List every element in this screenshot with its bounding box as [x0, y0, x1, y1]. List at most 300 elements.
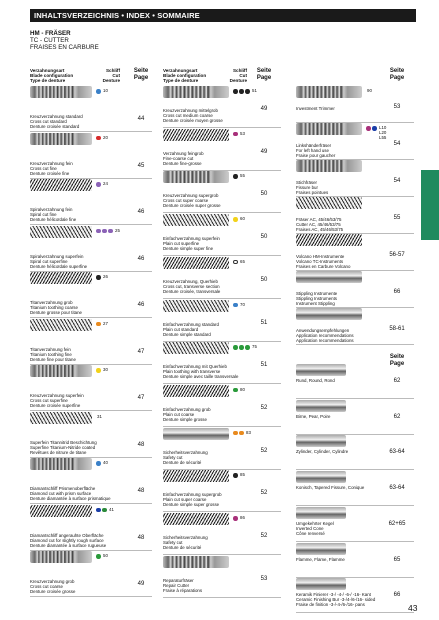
tool-image	[163, 342, 229, 354]
index-row	[163, 470, 281, 512]
description-line: Ceramic Finishing Bur -3-/4-/6-/16- sided	[296, 597, 376, 603]
description-line: Konisch, Tapered Fissure, Conique	[296, 485, 365, 491]
col-header-label: Page	[389, 74, 405, 81]
col-header-label: Page	[389, 360, 405, 367]
description-line: Denture simple standard	[163, 331, 211, 337]
grade-code: L10 L20 L55	[379, 125, 387, 140]
section-title	[30, 30, 99, 51]
description-line: Kreuzverzahnung mittelgrob	[163, 108, 218, 113]
blade-description	[163, 492, 259, 507]
description-line: Volcano HM-Instrumente	[296, 254, 345, 259]
grade-dots	[96, 368, 101, 373]
index-row	[163, 129, 281, 171]
description-line: Superfine Titanium-Nitride coated	[30, 444, 96, 450]
page-ref: 56-57	[389, 252, 405, 258]
grade-dot	[239, 89, 244, 94]
page-ref: 62+65	[388, 520, 406, 527]
index-row	[163, 513, 281, 555]
page-ref: 46	[137, 209, 145, 215]
grade-dot	[239, 345, 244, 350]
description-line: Fine-coarse cut	[163, 155, 194, 161]
tool-image	[296, 86, 362, 98]
grade-dot	[233, 260, 238, 265]
grade-dot	[233, 174, 238, 179]
description-line: Titanverzahnung fein	[30, 346, 71, 352]
tool-image	[296, 435, 346, 447]
grade-code: 25	[115, 227, 120, 233]
tool-image	[296, 308, 362, 320]
col-header-label: Cut	[239, 73, 247, 79]
grade-dots	[233, 345, 250, 350]
index-row	[296, 471, 414, 506]
description-line: Plain cut superfine	[163, 241, 200, 247]
page-ref: 49	[137, 581, 145, 587]
tool-image	[30, 412, 92, 424]
col-header-label: Blade configuration	[30, 73, 74, 79]
grade-dot	[102, 229, 107, 234]
blade-description	[296, 143, 392, 158]
grade-dot	[96, 136, 101, 141]
description-line: Anwendungsempfehlungen	[296, 328, 350, 333]
page-ref: 66	[393, 289, 401, 295]
col-header-label: Verzahnungsart	[30, 68, 65, 73]
col-header-label: Seite	[256, 68, 272, 74]
blade-description	[296, 449, 392, 454]
tool-image	[296, 234, 362, 246]
description-line: Spiral cut superfine	[30, 258, 68, 264]
grade-dot	[102, 508, 107, 513]
col-header-label: Seite	[133, 68, 149, 74]
tool-image	[30, 458, 92, 470]
grade-dot	[233, 89, 238, 94]
blade-description	[163, 364, 259, 379]
page-ref: 54	[393, 141, 401, 147]
index-row	[163, 556, 281, 598]
description-line: Fraises en Carbure Volcano	[296, 264, 351, 269]
description-line: Cross cut medium coarse	[163, 113, 213, 118]
grade-dot	[366, 126, 371, 131]
description-line: Zylinder, Cylinder, Cylindre	[296, 449, 349, 455]
grade-code: 53	[240, 130, 245, 136]
description-line: Umgekehrter Kegel	[296, 520, 334, 526]
grade-dot	[239, 431, 244, 436]
blade-description	[163, 236, 259, 251]
index-row	[296, 400, 414, 435]
blade-description	[296, 378, 392, 383]
description-line: Denture grosse pour titane	[30, 310, 82, 315]
page-ref: 48	[137, 441, 145, 448]
blade-description	[296, 485, 392, 490]
description-line: Fraises AC, 45/46/53/75	[296, 227, 344, 232]
col-header-label: Schliff	[232, 68, 247, 73]
grade-dots	[233, 174, 238, 179]
blade-description	[30, 207, 126, 222]
grade-dot	[233, 303, 238, 308]
page-ref: 44	[137, 116, 145, 122]
page-ref: 62	[393, 413, 401, 420]
index-row	[296, 543, 414, 578]
page-ref: 49	[260, 148, 268, 155]
description-line: Spiralverzahnung fein	[30, 207, 73, 212]
page-ref: 52	[260, 533, 268, 539]
blade-description	[163, 535, 259, 550]
page-header: INHALTSVERZEICHNIS • INDEX • SOMMAIRE	[30, 9, 416, 22]
tool-image	[30, 133, 92, 145]
blade-description	[296, 106, 392, 111]
description-line: Spiral cut fine	[30, 212, 57, 217]
row-divider	[30, 596, 152, 597]
description-line: Superfein Titannitrid Beschichtung	[30, 439, 97, 445]
tool-image	[296, 543, 346, 555]
grade-dots	[366, 126, 377, 131]
grade-dots	[96, 508, 107, 513]
tool-image	[296, 197, 362, 209]
grade-code: 85	[240, 472, 245, 478]
grade-code: 70	[240, 301, 245, 307]
description-line: Denture croisée fine	[30, 170, 70, 176]
page-ref: 45	[137, 162, 145, 169]
description-line: Diamond cut with prism surface	[30, 491, 92, 496]
tool-image	[163, 86, 229, 98]
index-row	[296, 234, 414, 271]
grade-code: 65	[240, 258, 245, 264]
grade-dot	[96, 89, 101, 94]
grade-dots	[233, 260, 238, 265]
section-title-en: TC - CUTTER	[30, 37, 69, 44]
grade-dot	[233, 431, 238, 436]
grade-code: 86	[240, 515, 245, 520]
index-row	[30, 458, 152, 504]
grade-dots	[233, 516, 238, 521]
description-line: Denture simple grosse	[163, 416, 207, 422]
tool-image	[296, 160, 362, 172]
description-line: Application recommendations	[296, 333, 354, 338]
blade-description	[30, 161, 126, 176]
grade-code: 10	[103, 88, 108, 93]
page-ref: 55	[393, 215, 401, 221]
description-line: Denture diamantée à surface prismatique	[30, 496, 111, 501]
description-line: Kreuzverzahnung grob	[30, 579, 75, 584]
index-row	[30, 133, 152, 179]
tool-image	[296, 507, 346, 519]
index-row	[163, 257, 281, 299]
index-row	[30, 505, 152, 551]
description-line: Fissure bur	[296, 185, 318, 190]
page-ref: 46	[137, 255, 145, 262]
index-row	[163, 385, 281, 427]
page-ref: 66	[393, 592, 401, 599]
page-ref: 47	[137, 395, 145, 401]
blade-description	[30, 347, 126, 362]
blade-description	[296, 557, 392, 562]
description-line: Diamond cut for slightly rough surface	[30, 537, 104, 543]
blade-description	[296, 328, 392, 343]
grade-dot	[96, 461, 101, 466]
grade-dots	[233, 431, 244, 436]
description-line: Titanium toothing coarse	[30, 305, 78, 310]
index-row	[296, 435, 414, 470]
description-line: Cross cut standard	[30, 119, 67, 124]
grade-code: 75	[252, 344, 257, 350]
grade-dots	[233, 132, 238, 137]
tool-image	[163, 513, 229, 525]
description-line: Birne, Pear, Poire	[296, 413, 331, 419]
description-line: Denture croisée, transversale	[163, 288, 221, 294]
description-line: Denture simple super grosse	[163, 502, 220, 508]
blade-description	[163, 151, 259, 166]
description-line: Cross cut super coarse	[163, 198, 209, 204]
description-line: Denture de sécurité	[163, 459, 202, 465]
tool-image	[30, 319, 92, 331]
col-header-label: Cut	[112, 73, 120, 79]
index-row	[296, 197, 414, 234]
description-line: Volcano TC-Instruments	[296, 259, 344, 264]
tool-image	[296, 400, 346, 412]
grade-code: 24	[103, 181, 108, 186]
index-row	[163, 214, 281, 256]
description-line: Sicherheitsverzahnung	[163, 535, 208, 540]
description-line: Denture fine pour titane	[30, 356, 76, 362]
index-row	[30, 86, 152, 132]
index-row	[296, 364, 414, 399]
tool-image	[163, 257, 229, 269]
page-ref: 65	[393, 556, 401, 563]
index-row	[30, 365, 152, 411]
tool-image	[163, 129, 229, 141]
page-ref: 53	[260, 575, 268, 582]
description-line: Investment Trimmer	[296, 106, 335, 111]
description-line: Flamme, Flame, Flamme	[296, 556, 345, 562]
tool-image	[296, 471, 346, 483]
description-line: Einfachverzahnung mit Querhieb	[163, 364, 227, 370]
description-line: Cross cut, transverse section	[163, 283, 220, 289]
index-row	[296, 578, 414, 613]
description-line: Fraises pointues	[296, 190, 329, 195]
tool-image	[296, 123, 362, 135]
tool-image	[163, 428, 229, 440]
description-line: Revêtues de nitrure de titane	[30, 449, 87, 455]
grade-dot	[245, 345, 250, 350]
description-line: Keramik Finierer -3-/ -4-/ -6-/ -16- Kant	[296, 592, 371, 598]
description-line: For left hand use	[296, 148, 329, 153]
blade-description	[30, 486, 126, 501]
description-line: Verzahnung feingrob	[163, 150, 204, 156]
index-row	[163, 428, 281, 470]
page-ref: 58-61	[389, 326, 405, 332]
index-row	[163, 300, 281, 342]
description-line: Cône renversé	[296, 530, 325, 536]
col-header-label: Seite	[389, 354, 405, 360]
blade-description	[163, 108, 259, 123]
tool-image	[163, 385, 229, 397]
description-line: Titanverzahnung grob	[30, 300, 73, 305]
blade-description	[30, 440, 126, 455]
description-line: Kreuzverzahnung, Querhieb	[163, 278, 218, 284]
description-line: Cross cut coarse	[30, 584, 63, 589]
blade-description	[296, 254, 392, 269]
tool-image	[30, 226, 92, 238]
blade-description	[30, 254, 126, 269]
grade-dot	[96, 275, 101, 280]
description-line: Safety cut	[163, 454, 183, 460]
description-line: Sicherheitsverzahnung	[163, 449, 208, 455]
grade-dots	[96, 461, 101, 466]
grade-dot	[233, 345, 238, 350]
col-header-label: Page	[133, 74, 149, 81]
description-line: Safety cut	[163, 540, 183, 545]
grade-dot	[108, 229, 113, 234]
page-ref: 50	[260, 234, 268, 241]
index-row	[296, 86, 414, 123]
tool-image	[296, 271, 362, 283]
tool-image	[163, 300, 229, 312]
description-line: Einfachverzahnung grob	[163, 406, 211, 412]
grade-dot	[233, 132, 238, 137]
page-ref: 50	[260, 191, 268, 198]
grade-dot	[233, 217, 238, 222]
description-line: Fräser AC, 45/46/53/75	[296, 217, 342, 222]
blade-description	[296, 180, 392, 195]
page-ref: 50	[260, 276, 268, 283]
description-line: Denture croisée superfine	[30, 403, 81, 408]
grade-dots	[233, 303, 238, 308]
page-ref: 47	[137, 348, 145, 355]
page-ref: 52	[260, 447, 268, 454]
tool-image	[296, 578, 346, 590]
description-line: Fraise à réparations	[163, 587, 203, 593]
blade-description	[30, 300, 126, 315]
description-line: Diamantschliff Prismenoberfläche	[30, 486, 96, 491]
description-line: Denture croisée standard	[30, 124, 80, 129]
tool-image	[163, 214, 229, 226]
description-line: Cross cut fine	[30, 165, 57, 171]
blade-description	[296, 414, 392, 419]
grade-dot	[245, 89, 250, 94]
index-row	[296, 507, 414, 542]
description-line: Denture diamantée à surface rugueuse	[30, 542, 107, 548]
blade-description	[296, 217, 392, 232]
description-line: Denture de sécurité	[163, 545, 202, 550]
grade-dot	[233, 516, 238, 521]
description-line: Inverted Cone	[296, 525, 324, 531]
grade-dots	[96, 322, 101, 327]
grade-code: 60	[240, 216, 245, 222]
col-header-label: Type de denture	[30, 78, 66, 84]
description-line: Denture croisée super grosse	[163, 203, 221, 209]
blade-description	[163, 407, 259, 422]
page-ref: 52	[260, 490, 268, 497]
page-ref: 62	[393, 378, 401, 384]
grade-code: 40	[103, 460, 108, 465]
grade-code: 20	[103, 134, 108, 140]
grade-dots	[233, 473, 238, 478]
description-line: Application recommendations	[296, 338, 354, 343]
description-line: Repair Cutter	[163, 582, 190, 588]
grade-code: 83	[246, 429, 251, 435]
index-row	[30, 412, 152, 458]
grade-code: 26	[103, 274, 108, 279]
index-row	[30, 551, 152, 597]
grade-code: 41	[109, 506, 114, 512]
grade-dots	[96, 275, 101, 280]
tool-image	[30, 272, 92, 284]
page-ref: 46	[137, 302, 145, 308]
page-ref: 52	[260, 404, 268, 411]
index-row	[163, 342, 281, 384]
description-line: Reparaturfräser	[163, 577, 194, 583]
col-header-label: Schliff	[105, 68, 120, 73]
description-line: Einfachverzahnung supergrob	[163, 492, 222, 498]
description-line: Linkshänderfräser	[296, 143, 332, 148]
description-line: Denture fine-grosse	[163, 160, 202, 166]
grade-dots	[96, 229, 113, 234]
grade-dot	[96, 554, 101, 559]
page-ref: 51	[260, 362, 268, 369]
page-ref: 63-64	[389, 485, 405, 492]
index-row	[296, 160, 414, 197]
grade-dot	[96, 182, 101, 187]
description-line: Rund, Round, Rond	[296, 378, 335, 383]
description-line: Titanium toothing fine	[30, 351, 72, 357]
grade-dot	[372, 126, 377, 131]
row-divider	[296, 344, 414, 345]
description-line: Fraise pour gaucher	[296, 153, 336, 158]
blade-description	[163, 450, 259, 465]
description-line: Denture hélicoïdale fine	[30, 217, 77, 222]
grade-dots	[233, 89, 250, 94]
grade-dots	[96, 182, 101, 187]
description-line: Denture simple avec taille transversale	[163, 374, 239, 380]
section-title-de: HM - FRÄSER	[30, 30, 71, 37]
description-line: Denture simple super fine	[163, 246, 214, 252]
col-header-label: Denture	[102, 78, 120, 84]
index-row	[30, 272, 152, 318]
description-line: Plain cut super coarse	[163, 497, 207, 503]
page-ref: 51	[260, 319, 268, 326]
description-line: Stippling Instrumente	[296, 291, 338, 296]
description-line: Denture croisée moyen grosse	[163, 118, 223, 123]
index-row	[163, 171, 281, 213]
page-ref: 48	[137, 488, 145, 494]
blade-description	[30, 114, 126, 129]
grade-dot	[233, 473, 238, 478]
grade-dot	[96, 508, 101, 513]
chapter-tab	[421, 170, 439, 240]
col-header-label: Verzahnungsart	[163, 68, 198, 73]
grade-dots	[96, 136, 101, 141]
description-line: Einfachverzahnung standard	[163, 321, 219, 327]
grade-dot	[233, 388, 238, 393]
grade-code: 90	[367, 88, 372, 93]
blade-description	[296, 521, 392, 536]
blade-description	[30, 533, 126, 548]
tool-image	[163, 470, 229, 482]
section-title-fr: FRAISES EN CARBURE	[30, 44, 99, 51]
description-line: Kreuzverzahnung supergrob	[163, 193, 219, 199]
grade-dot	[96, 322, 101, 327]
grade-code: 30	[103, 367, 108, 372]
description-line: Kreuzverzahnung standard	[30, 114, 83, 119]
blade-description	[30, 393, 126, 408]
description-line: Spiralverzahnung superfein	[30, 253, 84, 259]
description-line: Denture croisée grosse	[30, 589, 76, 594]
tool-image	[30, 551, 92, 563]
page-ref: 63-64	[389, 449, 405, 456]
blade-description	[296, 592, 392, 607]
blade-description	[163, 578, 259, 593]
blade-description	[163, 322, 259, 337]
description-line: Stippling Instruments	[296, 296, 337, 301]
